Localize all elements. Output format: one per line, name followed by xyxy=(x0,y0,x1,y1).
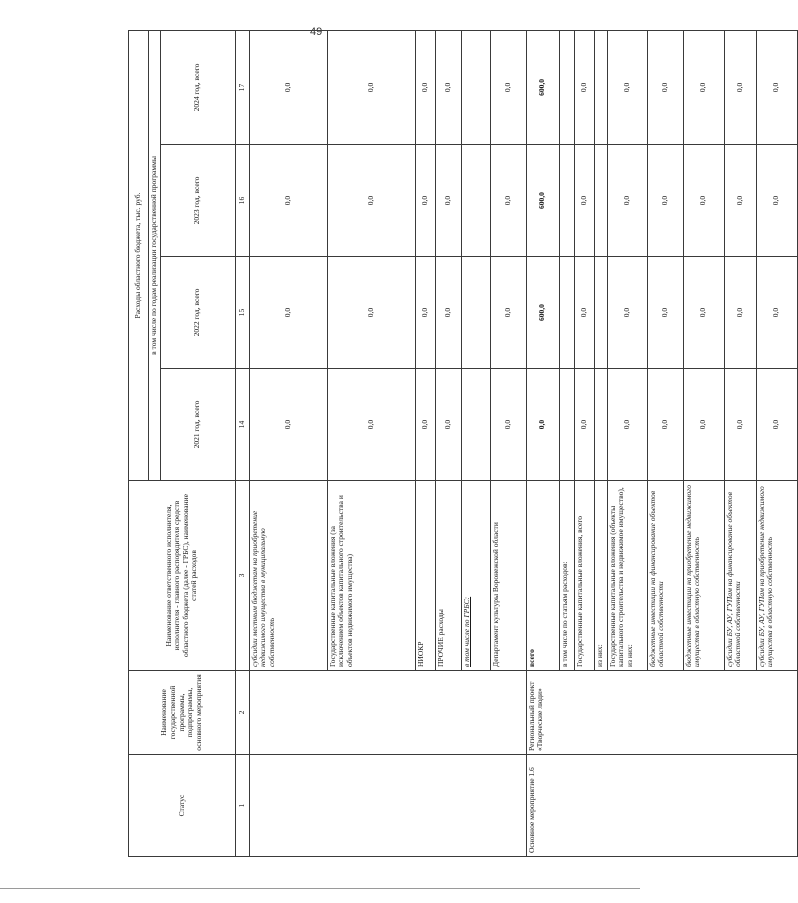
header-status: Статус xyxy=(129,755,236,857)
table-cell-2021 xyxy=(594,369,607,481)
table-row-label: из них: xyxy=(594,481,607,671)
table-row-label: субсидии БУ, АУ, ГУПам на финансирование объектов областной собственности xyxy=(724,481,756,671)
table-row-label: ПРОЧИЕ расходы xyxy=(435,481,461,671)
table-row-label: в том числе по статьям расходов: xyxy=(559,481,574,671)
table-row-label: субсидии БУ, АУ, ГУПам на приобретение недвижимого имущества в областную собственность xyxy=(756,481,797,671)
table-cell-2023: 0,0 xyxy=(435,145,461,257)
table-cell-2021 xyxy=(461,369,490,481)
table-cell-2022: 600,0 xyxy=(526,257,559,369)
table-cell-2024: 0,0 xyxy=(607,30,647,144)
table-cell-2024: 0,0 xyxy=(683,30,724,144)
table-row-label: бюджетные инвестиции на приобретение недвижимого имущества в областную собственность xyxy=(683,481,724,671)
table-cell-2022: 0,0 xyxy=(435,257,461,369)
table-cell-2024 xyxy=(594,30,607,144)
table-cell-2023: 0,0 xyxy=(249,145,327,257)
table-cell-2024: 0,0 xyxy=(724,30,756,144)
header-budget: Расходы областного бюджета, тыс. руб. xyxy=(129,30,149,480)
table-cell-2021 xyxy=(559,369,574,481)
table-row-label: Департамент культуры Воронежской области xyxy=(490,481,526,671)
table-cell-2021: 0,0 xyxy=(607,369,647,481)
table-cell-2024 xyxy=(461,30,490,144)
colnum-14: 14 xyxy=(235,369,249,481)
block1-status-cell xyxy=(249,755,526,857)
budget-table xyxy=(128,30,798,857)
block2-name: Региональный проект «Творческие люди» xyxy=(526,671,797,755)
block2-status: Основное мероприятие 1.6 xyxy=(526,755,797,857)
table-cell-2023: 0,0 xyxy=(607,145,647,257)
table-cell-2022 xyxy=(461,257,490,369)
table-cell-2021: 0,0 xyxy=(724,369,756,481)
table-cell-2022: 0,0 xyxy=(683,257,724,369)
table-cell-2021: 0,0 xyxy=(647,369,683,481)
table-cell-2023: 0,0 xyxy=(647,145,683,257)
table-cell-2021: 0,0 xyxy=(435,369,461,481)
table-row-label: субсидии местным бюджетам на приобретение недвижимого имущества в муниципальную собственность xyxy=(249,481,327,671)
table-cell-2023: 600,0 xyxy=(526,145,559,257)
table-cell-2024 xyxy=(559,30,574,144)
colnum-17: 17 xyxy=(235,30,249,144)
table-row-label: Государственные капитальные вложения (за исключением объектов капитального строительства и объектов недвижимого имущества) xyxy=(327,481,415,671)
colnum-2: 2 xyxy=(235,671,249,755)
table-cell-2024: 0,0 xyxy=(249,30,327,144)
table-row-label: всего xyxy=(526,481,559,671)
table-row-label: Государственные капитальные вложения, всего xyxy=(574,481,594,671)
table-cell-2022: 0,0 xyxy=(415,257,435,369)
table-cell-2022: 0,0 xyxy=(574,257,594,369)
table-cell-2023: 0,0 xyxy=(724,145,756,257)
colnum-1: 1 xyxy=(235,755,249,857)
table-cell-2024: 600,0 xyxy=(526,30,559,144)
table-cell-2021: 0,0 xyxy=(249,369,327,481)
table-cell-2024: 0,0 xyxy=(415,30,435,144)
table-cell-2021: 0,0 xyxy=(526,369,559,481)
table-cell-2022: 0,0 xyxy=(249,257,327,369)
colnum-3: 3 xyxy=(235,481,249,671)
colnum-15: 15 xyxy=(235,257,249,369)
header-2023: 2023 год, всего xyxy=(160,145,235,257)
table-cell-2022: 0,0 xyxy=(756,257,797,369)
table-cell-2024: 0,0 xyxy=(756,30,797,144)
table-cell-2022: 0,0 xyxy=(647,257,683,369)
table-cell-2021: 0,0 xyxy=(415,369,435,481)
table-cell-2021: 0,0 xyxy=(756,369,797,481)
table-row-label: НИОКР xyxy=(415,481,435,671)
footer-divider xyxy=(0,888,640,889)
table-cell-2023: 0,0 xyxy=(415,145,435,257)
table-cell-2021: 0,0 xyxy=(490,369,526,481)
table-cell-2023 xyxy=(594,145,607,257)
table-cell-2022: 0,0 xyxy=(490,257,526,369)
table-cell-2022: 0,0 xyxy=(327,257,415,369)
table-cell-2024: 0,0 xyxy=(490,30,526,144)
table-cell-2024: 0,0 xyxy=(647,30,683,144)
table-cell-2024: 0,0 xyxy=(435,30,461,144)
block1-name-cell xyxy=(249,671,526,755)
header-executor: Наименование ответственного исполнителя, исполнителя - главного распорядителя средств областного бюджета (далее - ГРБС), наименование статей расходов xyxy=(129,481,236,671)
table-cell-2024: 0,0 xyxy=(574,30,594,144)
table-cell-2021: 0,0 xyxy=(574,369,594,481)
page-number: 49 xyxy=(310,26,323,38)
table-cell-2023 xyxy=(559,145,574,257)
table-cell-2023: 0,0 xyxy=(327,145,415,257)
table-cell-2023: 0,0 xyxy=(756,145,797,257)
table-cell-2022 xyxy=(594,257,607,369)
colnum-16: 16 xyxy=(235,145,249,257)
header-by-year: в том числе по годам реализации государственной программы xyxy=(149,30,161,480)
table-row-label: в том числе по ГРБС: xyxy=(461,481,490,671)
header-2021: 2021 год, всего xyxy=(160,369,235,481)
table-row-label: Государственные капитальные вложения (объекты капитального строительства и недвижимое имущество), из них: xyxy=(607,481,647,671)
table-cell-2022: 0,0 xyxy=(607,257,647,369)
table-cell-2023: 0,0 xyxy=(683,145,724,257)
header-2022: 2022 год, всего xyxy=(160,257,235,369)
table-cell-2021: 0,0 xyxy=(327,369,415,481)
table-row-label: бюджетные инвестиции на финансирование объектов областной собственности xyxy=(647,481,683,671)
table-cell-2023: 0,0 xyxy=(574,145,594,257)
header-2024: 2024 год, всего xyxy=(160,30,235,144)
table-cell-2022 xyxy=(559,257,574,369)
table-cell-2022: 0,0 xyxy=(724,257,756,369)
table-cell-2023: 0,0 xyxy=(490,145,526,257)
table-cell-2021: 0,0 xyxy=(683,369,724,481)
table-cell-2023 xyxy=(461,145,490,257)
header-program-name: Наименование государственной программы, подпрограммы, основного мероприятия xyxy=(129,671,236,755)
table-cell-2024: 0,0 xyxy=(327,30,415,144)
